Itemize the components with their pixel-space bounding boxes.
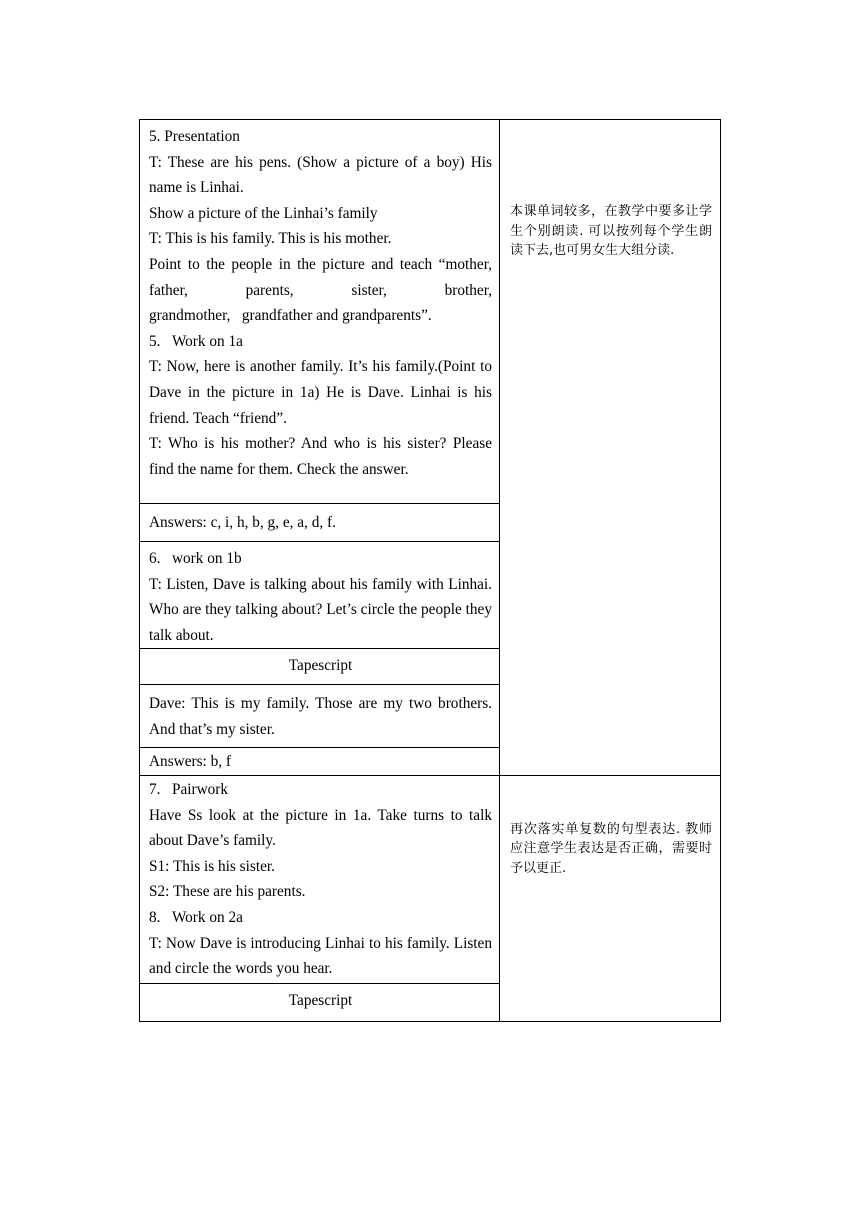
- pairwork-line: S1: This is his sister.: [149, 857, 275, 875]
- tapescript-1-label: Tapescript: [288, 657, 353, 675]
- tapescript-2-cell: [140, 983, 500, 1021]
- presentation-line: T: Who is his mother? And who is his sister? Please find the name for them. Check the answer.: [149, 435, 492, 478]
- presentation-line: Show a picture of the Linhai’s family: [149, 204, 378, 222]
- presentation-line: T: Now, here is another family. It’s his family.(Point to Dave in the picture in 1a) He is Dave. Linhai is his friend. Teach “friend”.: [149, 358, 492, 427]
- answers-1a: Answers: c, i, h, b, g, e, a, d, f.: [149, 514, 336, 531]
- presentation-heading: 5. Presentation: [149, 128, 240, 145]
- tapescript-1-cell: [140, 649, 500, 685]
- teaching-note-2: 再次落实单复数的句型表达. 教师应注意学生表达是否正确，需要时予以更正.: [510, 821, 712, 876]
- notes-cell-1: [500, 120, 721, 776]
- pairwork-cell: [140, 775, 500, 983]
- work-1a-heading: 5. Work on 1a: [149, 332, 243, 350]
- tapescript-2-label: Tapescript: [288, 991, 353, 1009]
- work-1b-cell: [140, 542, 500, 649]
- lesson-plan-table: [139, 119, 721, 1022]
- dave-script: Dave: This is my family. Those are my two brothers. And that’s my sister.: [149, 695, 492, 738]
- answers-1b-cell: [140, 748, 500, 776]
- dave-script-cell: [140, 685, 500, 748]
- teaching-note-1: 本课单词较多，在教学中要多让学生个别朗读. 可以按列每个学生朗读下去,也可男女生大组分读.: [510, 204, 712, 258]
- presentation-line: Point to the people in the picture and teach “mother, father, parents, sister, brother, grandmother, grandfather and grandparents”.: [149, 255, 492, 325]
- presentation-line: T: These are his pens. (Show a picture of a boy) His name is Linhai.: [149, 153, 492, 197]
- pairwork-line: Have Ss look at the picture in 1a. Take turns to talk about Dave’s family.: [149, 806, 492, 850]
- answers-1b: Answers: b, f: [149, 753, 231, 771]
- pairwork-line: T: Now Dave is introducing Linhai to his family. Listen and circle the words you hear.: [149, 934, 492, 978]
- work-2a-heading: 8. Work on 2a: [149, 908, 243, 926]
- presentation-cell: [140, 120, 500, 504]
- work-1b-line: T: Listen, Dave is talking about his family with Linhai. Who are they talking about? Let’s circle the people they talk about.: [149, 575, 492, 644]
- work-1b-heading: 6. work on 1b: [149, 550, 242, 567]
- notes-cell-2: [500, 775, 721, 1021]
- answers-1a-cell: [140, 504, 500, 542]
- pairwork-line: S2: These are his parents.: [149, 883, 306, 901]
- presentation-line: T: This is his family. This is his mother.: [149, 230, 392, 248]
- pairwork-heading: 7. Pairwork: [149, 780, 229, 798]
